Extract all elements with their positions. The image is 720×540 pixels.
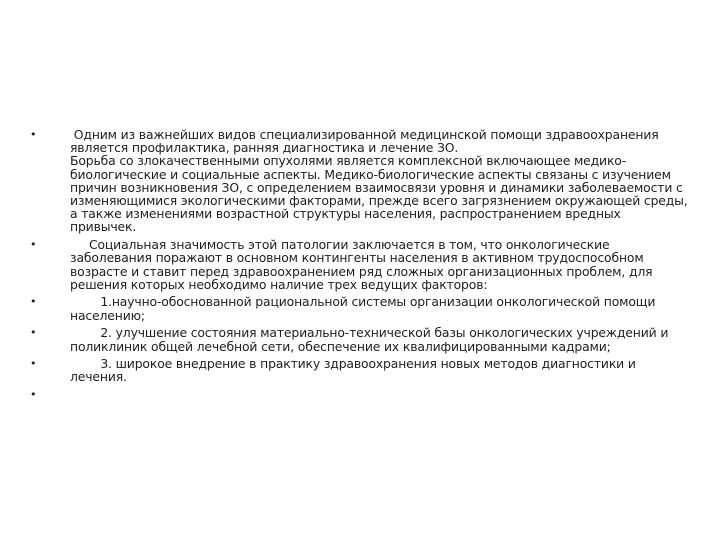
paragraph-line: 1.научно-обоснованной рациональной системы организации онкологической помощи населению; (70, 294, 660, 323)
bullet-dot: • (30, 295, 37, 309)
bullet-dot: • (30, 326, 37, 340)
paragraph-line: Одним из важнейших видов специализированной медицинской помощи здравоохранения является профилактика, ранняя диагностика и лечение ЗО. (70, 127, 663, 156)
paragraph-line: Борьба со злокачественными опухолями является комплексной включающее медико-биологические и социальные аспекты. Медико-биологические аспекты связаны с изучением причин возникновения ЗО, с определением взаимосвязи уровня и динамики заболеваемости с изменяющимися экологическими факторами, прежде всего загрязнением окружающей среды, а также изменениями возрастной структуры населения, распространением вредных привычек. (70, 153, 692, 235)
bullet-dot: • (30, 357, 37, 371)
paragraph-line: 3. широкое внедрение в практику здравоохранения новых методов диагностики и лечения. (70, 356, 640, 385)
bullet-item-2 (30, 238, 690, 291)
bullet-dot: • (30, 238, 37, 252)
bullet-item-3 (30, 295, 690, 321)
bullet-item-4 (30, 326, 690, 352)
bullet-dot: • (30, 388, 37, 402)
bullet-list (30, 128, 690, 406)
paragraph-line: 2. улучшение состояния материально-технической базы онкологических учреждений и поликлиник общей лечебной сети, обеспечение их квалифицированными кадрами; (70, 325, 673, 354)
bullet-item-6 (30, 388, 690, 401)
paragraph-line: Социальная значимость этой патологии заключается в том, что онкологические заболевания поражают в основном контингенты населения в активном трудоспособном возрасте и ставит перед здравоохранением ряд сложных организационных проблем, для решения которых необходимо наличие трех ведущих факторов: (70, 237, 657, 292)
bullet-item-5 (30, 357, 690, 383)
bullet-item-1 (30, 128, 690, 234)
bullet-dot: • (30, 128, 37, 141)
